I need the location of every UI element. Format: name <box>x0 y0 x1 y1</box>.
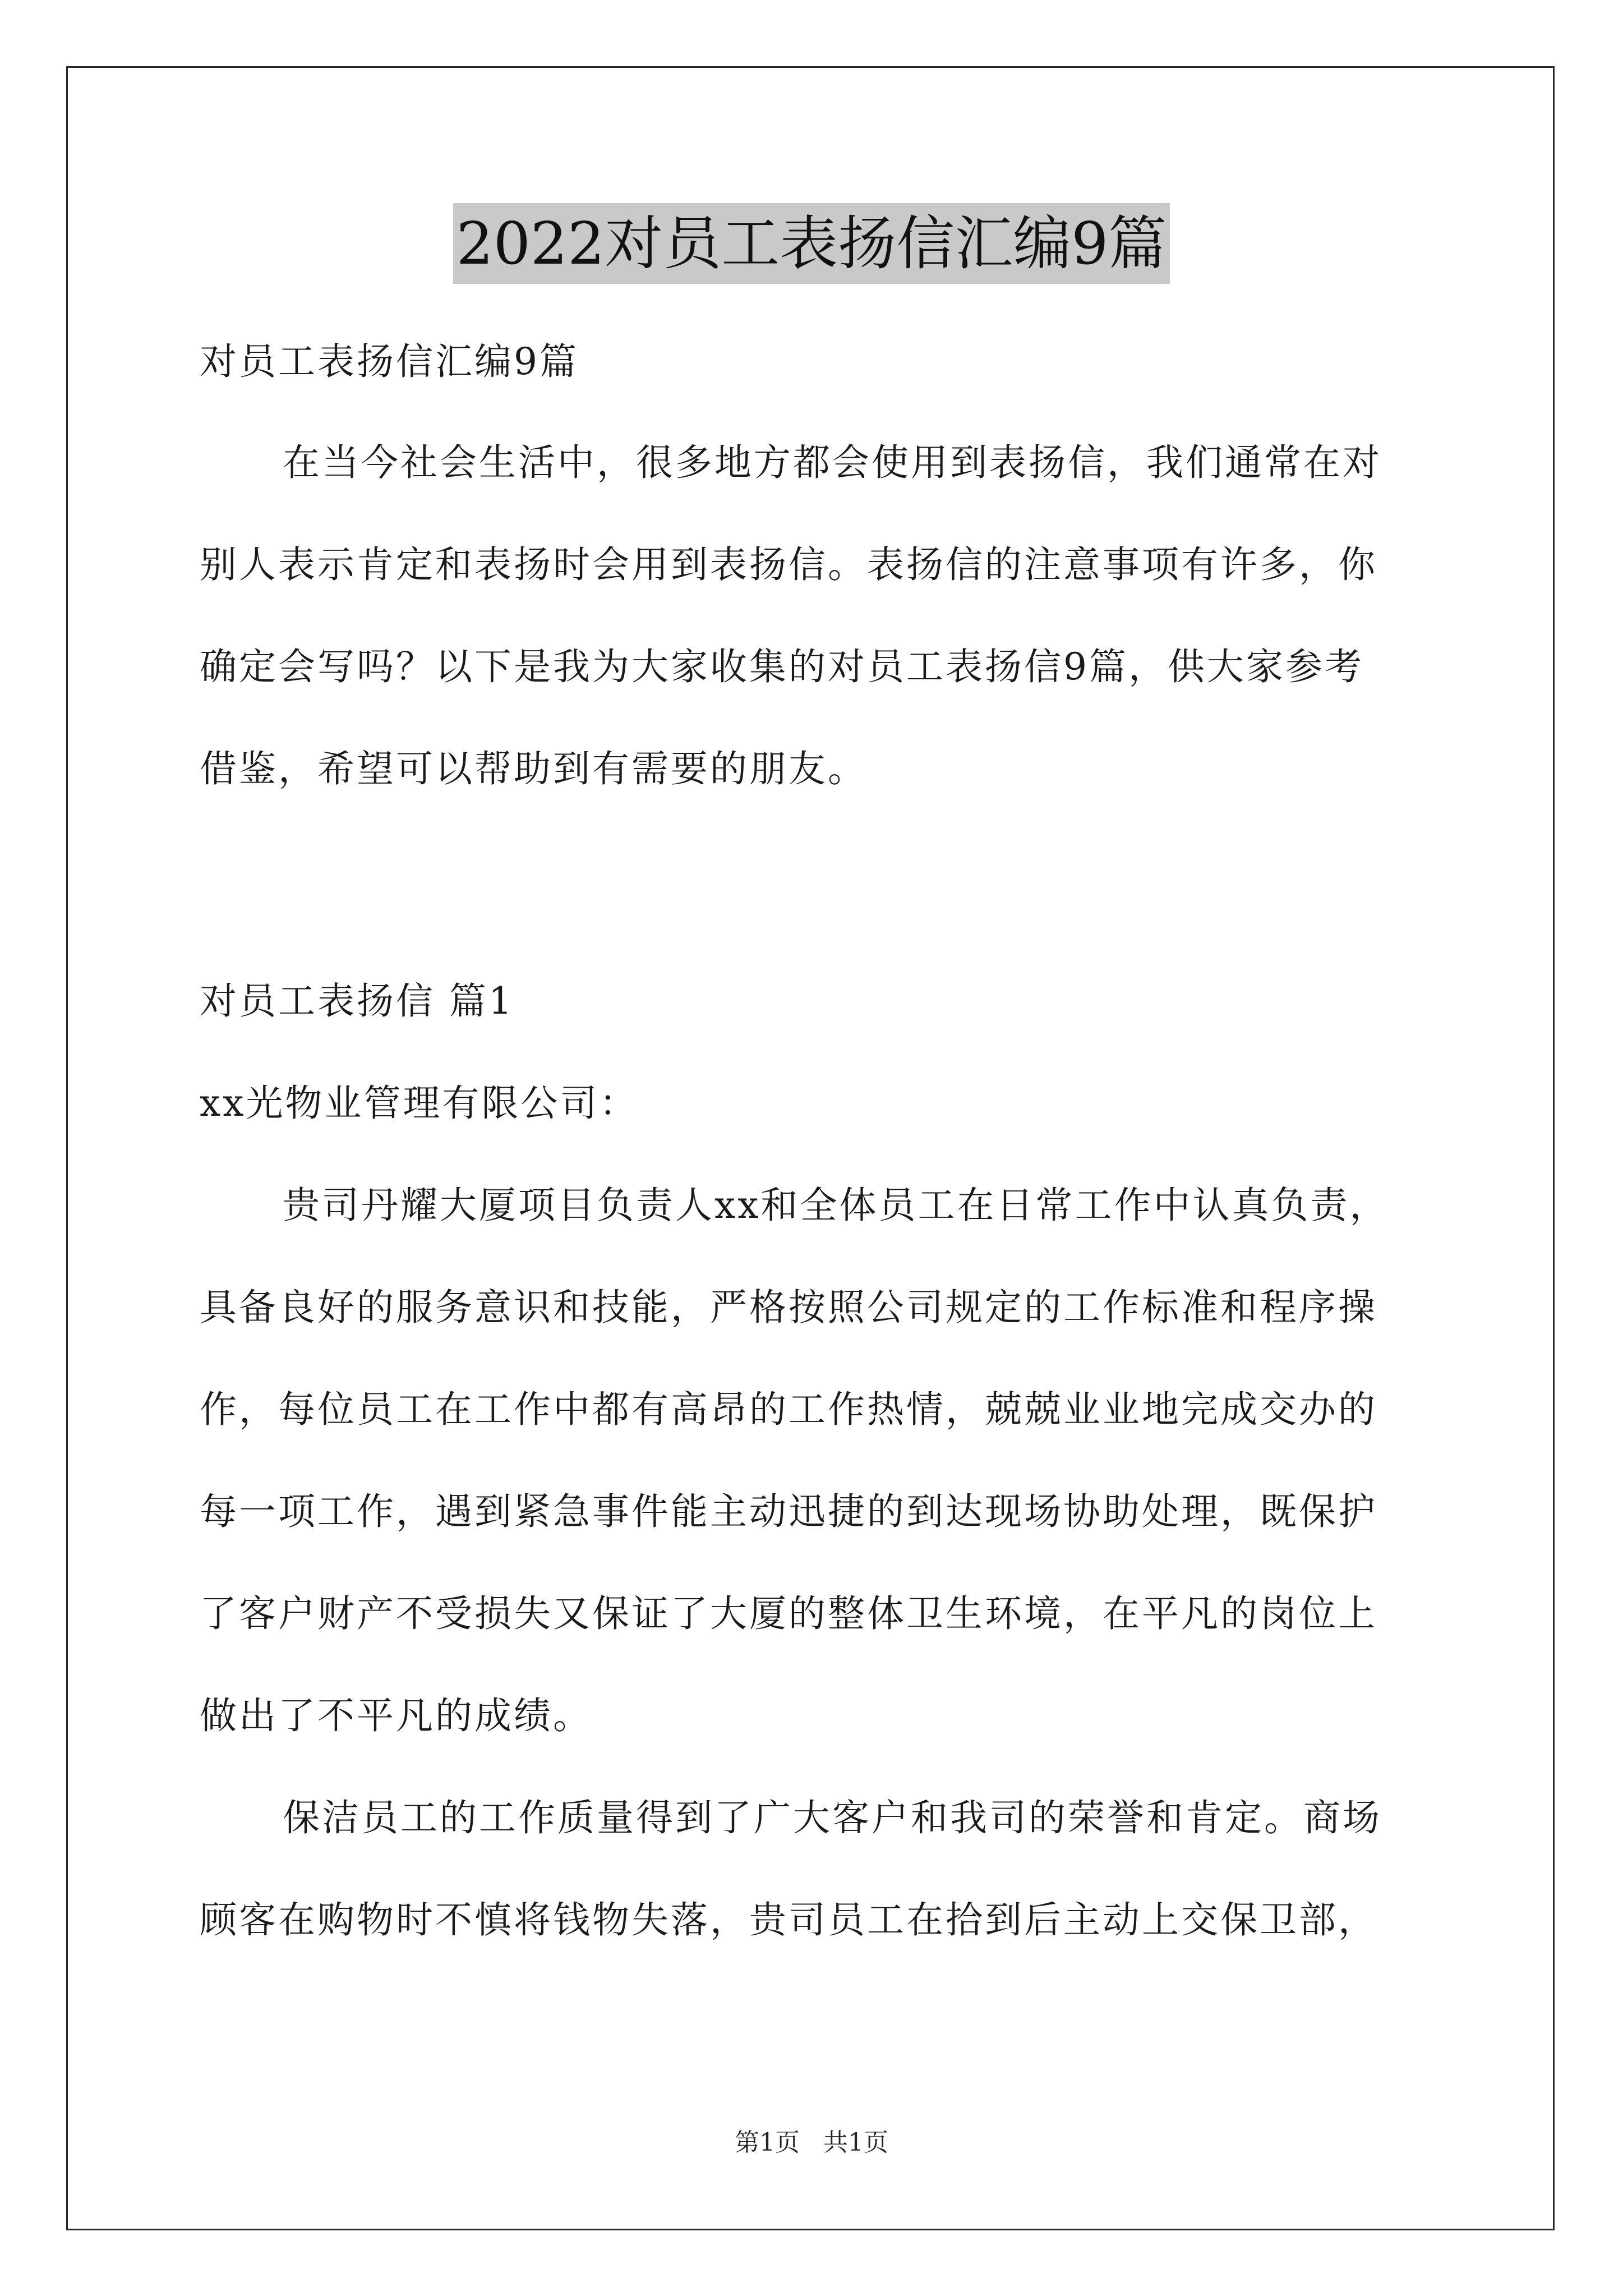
para1-line-2: 具备良好的服务意识和技能，严格按照公司规定的工作标准和程序操 <box>200 1286 1377 1329</box>
page-footer <box>0 2126 1623 2160</box>
title-container <box>0 203 1623 284</box>
para1-line-6: 做出了不平凡的成绩。 <box>200 1694 592 1737</box>
document-subtitle: 对员工表扬信汇编9篇 <box>200 340 579 383</box>
para2-line-1: 保洁员工的工作质量得到了广大客户和我司的荣誉和肯定。商场 <box>283 1796 1382 1839</box>
para1-line-1: 贵司丹耀大厦项目负责人xx和全体员工在日常工作中认真负责， <box>283 1184 1389 1227</box>
salutation: xx光物业管理有限公司： <box>200 1082 639 1125</box>
para1-line-3: 作，每位员工在工作中都有高昂的工作热情，兢兢业业地完成交办的 <box>200 1388 1377 1431</box>
section-heading: 对员工表扬信 篇1 <box>200 979 514 1023</box>
page-total: 共1页 <box>823 2128 888 2157</box>
intro-line-3: 确定会写吗？以下是我为大家收集的对员工表扬信9篇，供大家参考 <box>200 645 1364 688</box>
intro-line-2: 别人表示肯定和表扬时会用到表扬信。表扬信的注意事项有许多，你 <box>200 543 1377 586</box>
intro-line-1: 在当今社会生活中，很多地方都会使用到表扬信，我们通常在对 <box>283 441 1382 484</box>
para1-line-5: 了客户财产不受损失又保证了大厦的整体卫生环境，在平凡的岗位上 <box>200 1592 1377 1635</box>
para1-line-4: 每一项工作，遇到紧急事件能主动迅捷的到达现场协助处理，既保护 <box>200 1490 1377 1533</box>
para2-line-2: 顾客在购物时不慎将钱物失落，贵司员工在拾到后主动上交保卫部， <box>200 1898 1377 1941</box>
intro-line-4: 借鉴，希望可以帮助到有需要的朋友。 <box>200 747 867 790</box>
document-title: 2022对员工表扬信汇编9篇 <box>453 203 1170 284</box>
page-number: 第1页 <box>735 2128 800 2157</box>
